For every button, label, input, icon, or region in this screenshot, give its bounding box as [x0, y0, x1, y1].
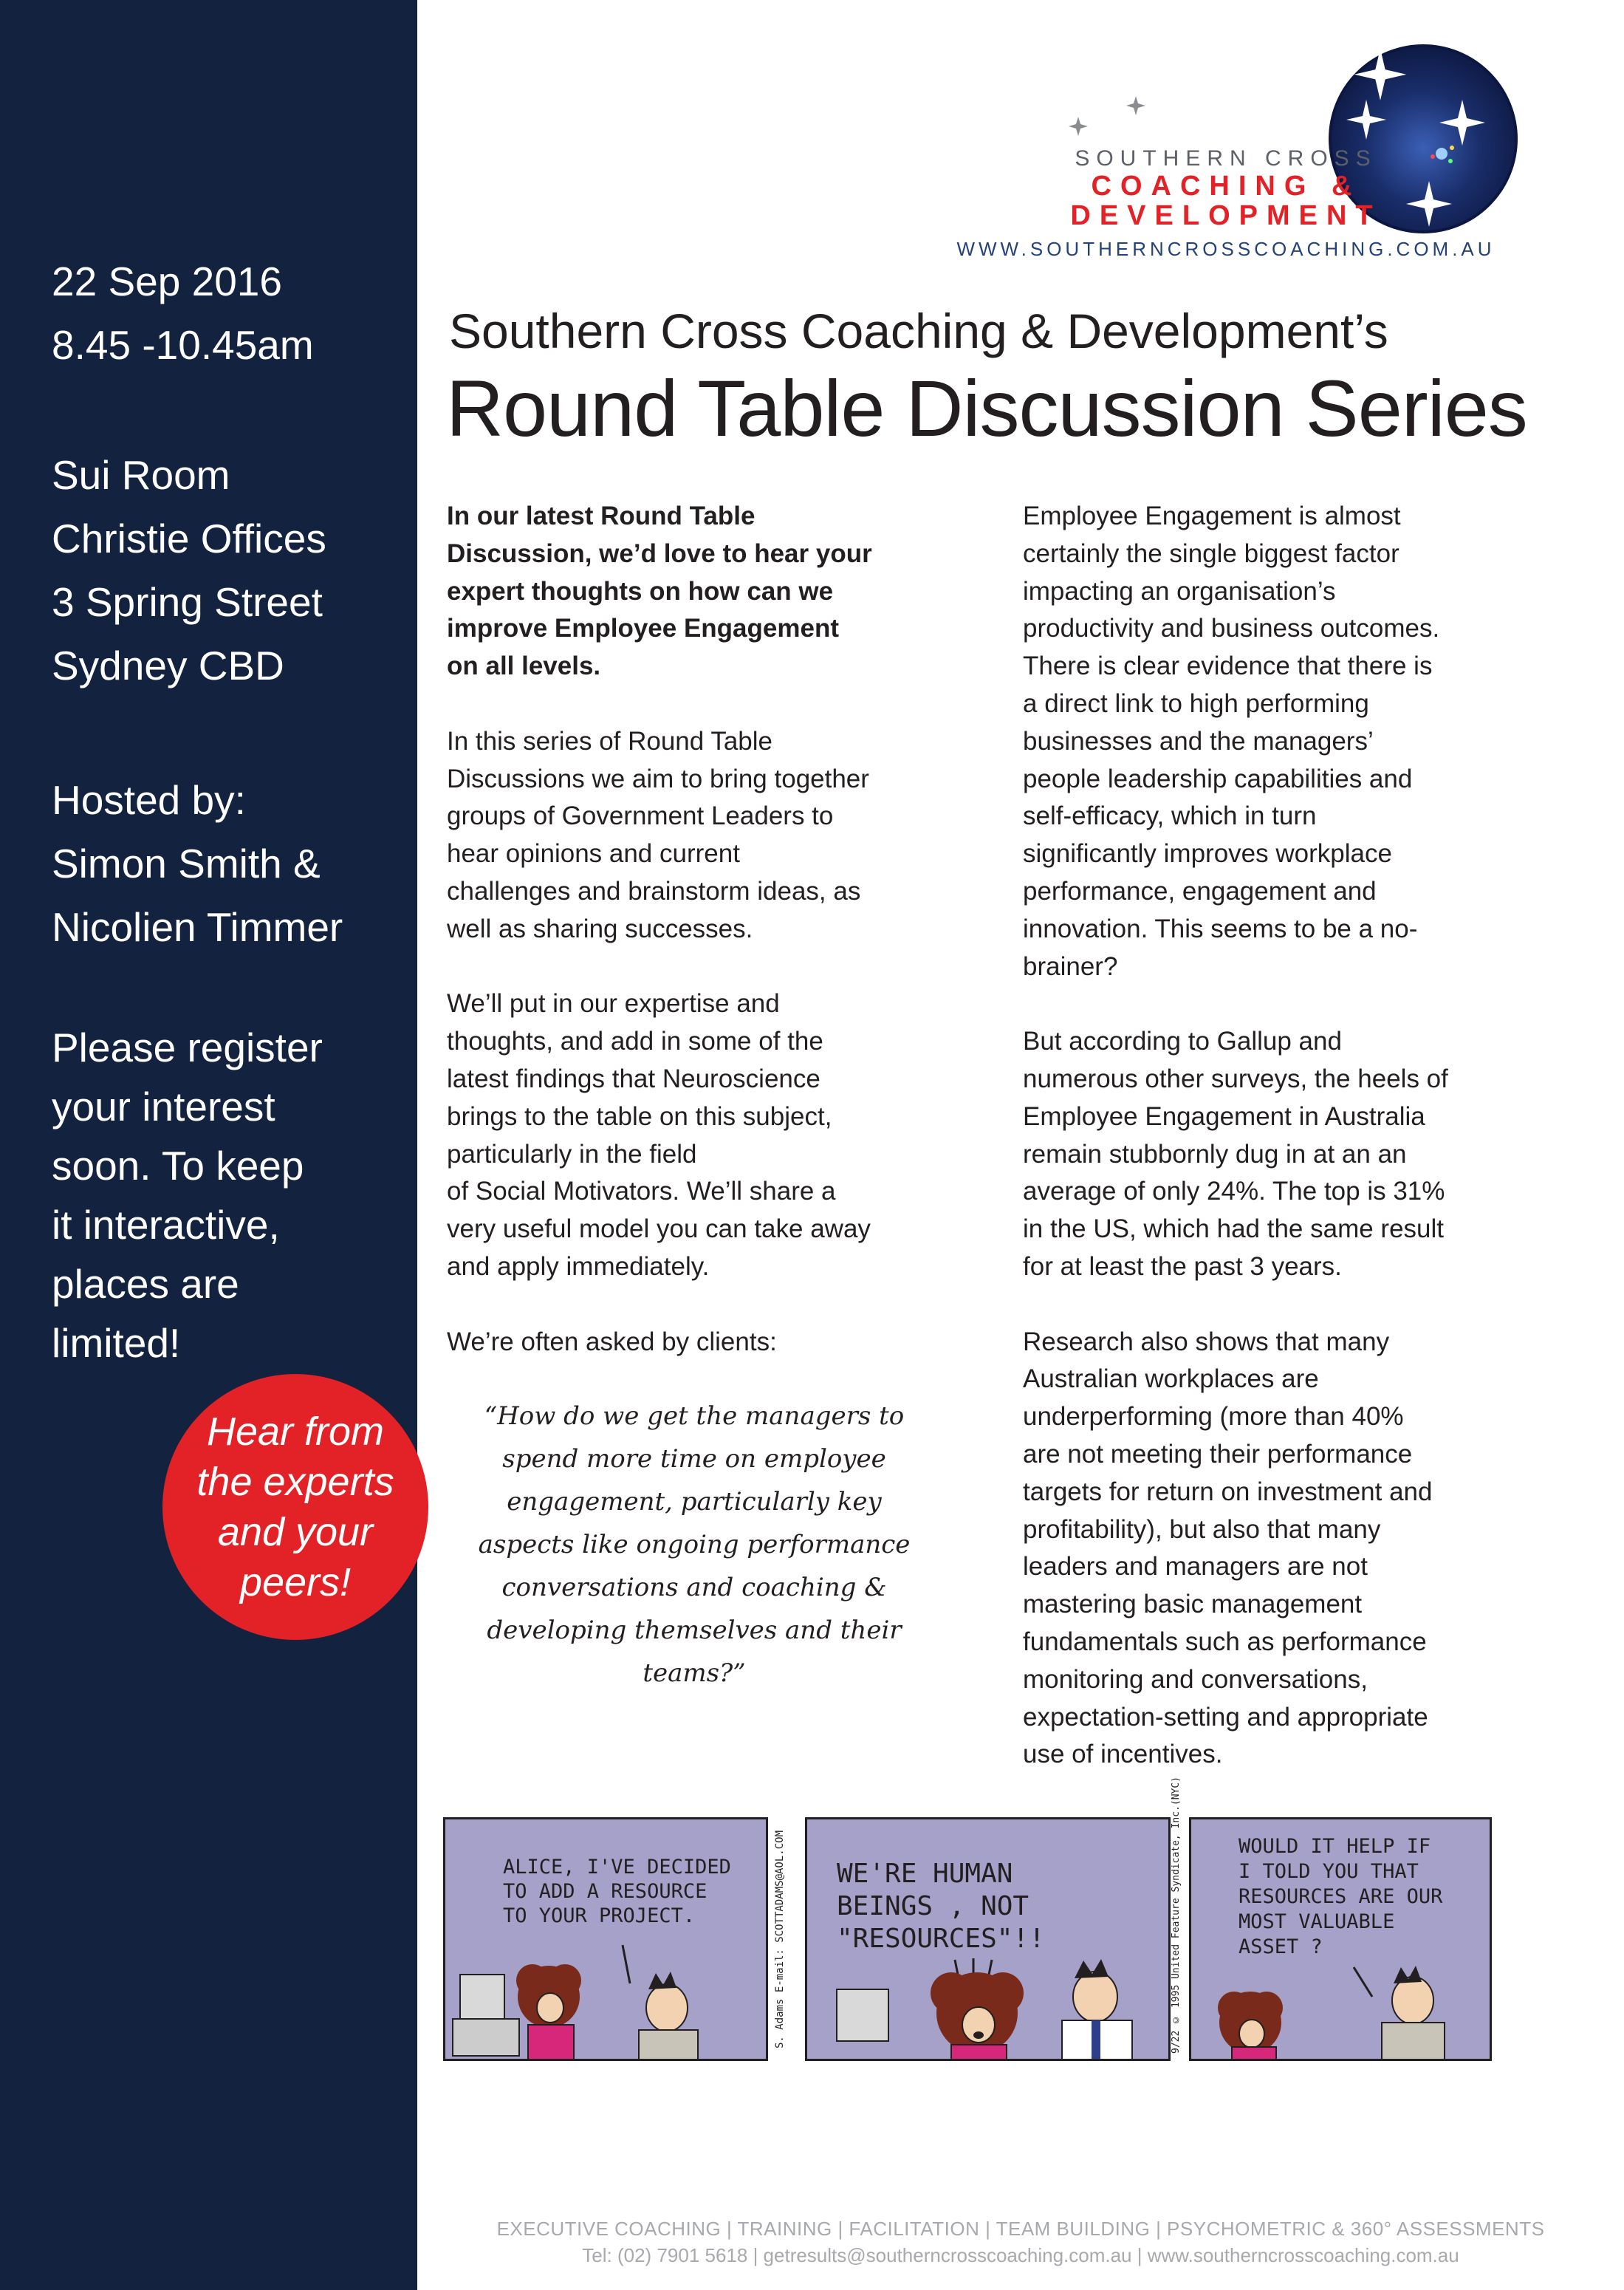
comic-panel-3 — [1189, 1817, 1492, 2061]
paragraph-clients: We’re often asked by clients: — [447, 1327, 777, 1356]
register-note — [52, 1018, 323, 1373]
logo-development: DEVELOPMENT — [1070, 200, 1382, 231]
left-column — [447, 498, 919, 1398]
speech-bubble: WE'RE HUMAN BEINGS , NOT "RESOURCES"!! — [837, 1859, 1045, 1954]
event-hosts — [52, 768, 343, 959]
speech-bubble: ALICE, I'VE DECIDED TO ADD A RESOURCE TO YOUR PROJECT. — [503, 1856, 731, 1927]
comic-characters-illustration — [445, 1819, 768, 2061]
comic-panel-2 — [805, 1817, 1171, 2061]
host-line: Simon Smith & — [52, 841, 321, 886]
paragraph-expertise: We’ll put in our expertise and thoughts, and add in some of the latest findings that Neuroscience brings to the table on this subject, particularly in the field of Social Motivators. We’ll share a very useful model you can take away and apply immediately. — [447, 989, 871, 1281]
comic-characters-illustration — [1191, 1819, 1492, 2061]
right-column — [1023, 498, 1495, 1811]
footer-contact: Tel: (02) 7901 5618 | getresults@southerncrosscoaching.com.au | www.southerncrosscoaching.com.au — [582, 2244, 1459, 2266]
logo-coaching: COACHING & — [1091, 171, 1361, 202]
register-line: limited! — [52, 1320, 181, 1366]
badge-line: and your — [217, 1510, 374, 1554]
comic-strip — [443, 1776, 1492, 2061]
intro-lead: In our latest Round Table Discussion, we’d love to hear your expert thoughts on how can we improve Employee Engagement on all levels. — [447, 502, 872, 681]
register-line: soon. To keep — [52, 1143, 304, 1189]
paragraph-research: Research also shows that many Australian workplaces are underperforming (more than 40% are not meeting their performance targets for return on investment and profitability), but also that many leaders and managers are not mastering basic management fundamentals such as performance monitoring and conversations, expectation-setting and appropriate use of incentives. — [1023, 1327, 1433, 1769]
quote-line: “How do we get the managers to — [484, 1401, 905, 1431]
comic-panel-1 — [443, 1817, 768, 2061]
venue-line: Sui Room — [52, 452, 230, 498]
paragraph-engagement: Employee Engagement is almost certainly the single biggest factor impacting an organisation’s productivity and business outcomes. There is clear evidence that there is a direct link to high performing businesses and the managers’ people leadership capabilities and self-efficacy, which in turn significantly improves workplace performance, engagement and innovation. This seems to be a no- brainer? — [1023, 502, 1440, 981]
quote-line: conversations and coaching & — [501, 1573, 887, 1602]
speech-bubble: WOULD IT HELP IF I TOLD YOU THAT RESOURCES ARE OUR MOST VALUABLE ASSET ? — [1238, 1835, 1443, 1958]
badge-line: peers! — [239, 1560, 352, 1604]
logo-website: WWW.SOUTHERNCROSSCOACHING.COM.AU — [956, 238, 1495, 260]
register-line: places are — [52, 1261, 239, 1307]
quote-line: spend more time on employee — [502, 1444, 886, 1474]
register-line: it interactive, — [52, 1202, 280, 1248]
register-line: your interest — [52, 1084, 275, 1129]
venue-line: 3 Spring Street — [52, 579, 323, 625]
host-line: Nicolien Timmer — [52, 904, 343, 950]
event-date: 22 Sep 2016 — [52, 259, 282, 304]
footer-services: EXECUTIVE COACHING | TRAINING | FACILITATION | TEAM BUILDING | PSYCHOMETRIC & 360° ASSESSMENTS — [496, 2218, 1545, 2240]
comic-copyright: 9/22 © 1995 United Feature Syndicate, Inc.(NYC) — [1171, 1776, 1182, 2054]
paragraph-series: In this series of Round Table Discussions we aim to bring together groups of Government Leaders to hear opinions and current challenges and brainstorm ideas, as well as sharing successes. — [447, 726, 869, 943]
host-line: Hosted by: — [52, 777, 246, 823]
quote-line: engagement, particularly key — [507, 1487, 882, 1517]
comic-characters-illustration — [807, 1819, 1171, 2061]
badge-line: the experts — [196, 1460, 394, 1504]
venue-line: Sydney CBD — [52, 643, 284, 688]
hear-from-experts-badge — [162, 1374, 428, 1640]
client-quote — [473, 1395, 916, 1695]
logo-southern-cross: SOUTHERN CROSS — [1075, 146, 1377, 171]
page-title: Round Table Discussion Series — [446, 363, 1527, 453]
register-line: Please register — [52, 1025, 323, 1070]
comic-credit: S. Adams E-mail: SCOTTADAMS@AOL.COM — [774, 1830, 786, 2048]
paragraph-gallup: But according to Gallup and numerous other surveys, the heels of Employee Engagement in Australia remain stubbornly dug in at an an average of only 24%. The top is 31% in the US, which had the same result for at least the past 3 years. — [1023, 1027, 1448, 1281]
badge-line: Hear from — [206, 1409, 385, 1454]
event-venue — [52, 443, 326, 697]
quote-line: aspects like ongoing performance — [478, 1530, 911, 1559]
event-time: 8.45 -10.45am — [52, 322, 314, 368]
company-logo — [945, 30, 1595, 273]
quote-line: teams?” — [643, 1658, 746, 1688]
quote-line: developing themselves and their — [487, 1616, 902, 1645]
venue-line: Christie Offices — [52, 516, 326, 561]
page-subtitle: Southern Cross Coaching & Development’s — [449, 304, 1388, 358]
event-datetime — [52, 250, 314, 377]
sidebar — [0, 0, 417, 2290]
